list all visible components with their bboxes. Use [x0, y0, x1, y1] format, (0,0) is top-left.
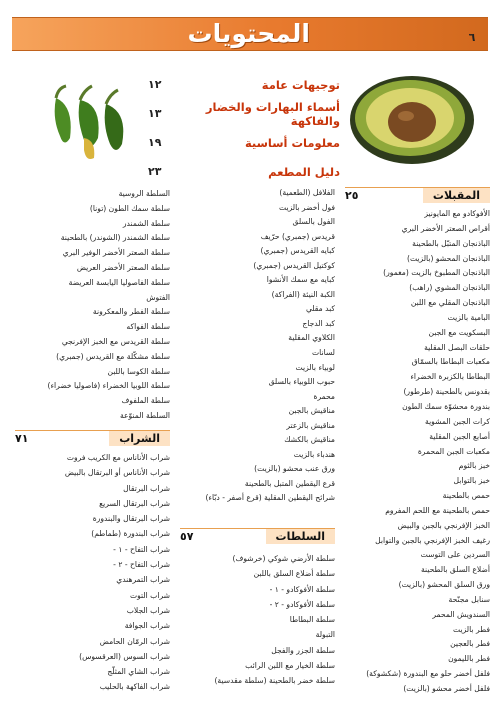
recipe-entry[interactable]: كرات الجبن المشوية [425, 416, 490, 426]
recipe-entry[interactable]: البسكويت مع الجبن [428, 327, 490, 337]
toc-entry[interactable] [150, 70, 340, 99]
avocado-photo [340, 62, 480, 172]
recipe-entry[interactable]: سلطة الكوسا باللبن [107, 366, 170, 376]
recipe-entry[interactable]: سلطة البطاطا [289, 615, 335, 625]
recipe-entry[interactable]: الباذنجان المقلي مع اللبن [410, 298, 490, 308]
main-toc [150, 70, 340, 186]
recipe-entry[interactable]: خبز بالثوم [458, 461, 490, 471]
section-title: السلطات [266, 529, 335, 544]
recipe-entry[interactable]: شرائح اليقطين المقلية (قرع أصفر - دبّاء) [205, 493, 335, 503]
recipe-entry[interactable]: ورق السلق المحشو (بالزيت) [398, 580, 490, 590]
recipe-entry[interactable]: سلطة الشمندر [122, 218, 170, 228]
appetizers-list [345, 207, 490, 697]
recipe-entry[interactable]: الفلافل (الطعمية) [279, 188, 335, 197]
recipe-entry[interactable]: شراب البرتقال والبندورة [92, 514, 170, 524]
recipe-entry[interactable]: شراب البرتقال [123, 483, 170, 493]
recipe-entry[interactable]: شراب البرتقال السريع [99, 498, 170, 508]
toc-entry-page: ١٣ [148, 107, 162, 120]
recipe-entry[interactable]: كوكتيل القريدس (جمبري) [253, 260, 335, 270]
recipe-entry[interactable]: كبايه مع سمك الأنشوا [266, 275, 335, 285]
recipe-entry[interactable]: حمص بالطحينة مع اللحم المفروم [385, 505, 490, 515]
peppers-photo [40, 78, 140, 163]
recipe-entry[interactable]: سنابل مجنّحة [448, 594, 490, 604]
recipe-entry[interactable]: السردين على التوست [420, 550, 490, 560]
recipe-entry[interactable]: فول أخضر بالزيت [279, 202, 335, 212]
recipe-entry[interactable]: فطر بالعجين [450, 639, 490, 649]
recipe-entry[interactable]: فلفل أخضر حلو مع البندورة (شكشوكة) [366, 669, 490, 679]
drinks-header [15, 430, 170, 446]
recipe-entry[interactable]: مناقيش بالكشك [284, 435, 335, 445]
recipe-entry[interactable]: خبز بالتوابل [453, 476, 490, 486]
recipe-entry[interactable]: شراب الرمّان الحامض [99, 636, 170, 646]
recipe-entry[interactable]: سلطة الصعتر الأخضر العريض [76, 262, 170, 272]
page-number: ٦ [468, 31, 476, 44]
recipe-entry[interactable]: أصابع الجبن المقلية [429, 431, 490, 441]
recipe-entry[interactable]: سلطة مشكّلة مع القريدس (جمبري) [56, 351, 170, 361]
recipe-entry[interactable]: سلطة الفاصوليا اليابسة العريضة [68, 277, 170, 287]
section-page: ٧١ [15, 432, 29, 445]
recipe-entry[interactable]: كبايه القريدس (جمبري) [260, 246, 335, 256]
salads-list-continued [15, 187, 170, 424]
toc-entry[interactable] [150, 99, 340, 128]
recipe-entry[interactable]: قريدس (جمبري) حرّيف [260, 231, 335, 241]
drinks-list [15, 450, 170, 695]
recipe-entry[interactable]: سلطة القريدس مع الخبز الإفرنجي [61, 336, 170, 346]
recipe-entry[interactable]: لسانات [312, 348, 335, 358]
recipe-entry[interactable]: كبد مقلي [305, 304, 335, 314]
recipe-entry[interactable]: الكلاوي المقلية [288, 333, 335, 343]
appetizers-header [345, 187, 490, 203]
recipe-entry[interactable]: سلطة الجزر والفجل [271, 645, 335, 655]
recipe-entry[interactable]: سلطة خضر بالطحينة (سلطة مقدسية) [214, 676, 335, 686]
recipe-entry[interactable]: شراب التوت [129, 590, 170, 600]
recipe-entry[interactable]: الكبة النيئة (الفراكة) [271, 289, 335, 299]
recipe-entry[interactable]: الباذنجان المحشو (بالزيت) [407, 253, 490, 263]
recipe-entry[interactable]: سلطة الشمندر (الشوندر) بالطحينة [60, 233, 170, 243]
toc-entry-title: توجيهات عامة [261, 77, 340, 92]
toc-entry-page: ١٩ [148, 136, 162, 149]
recipe-entry[interactable]: شراب السوس (العرقسوس) [79, 651, 170, 661]
recipe-entry[interactable]: سلطة الخيار مع اللبن الرائب [245, 661, 335, 671]
recipe-entry[interactable]: السندويش المحمر [432, 609, 490, 619]
recipe-entry[interactable]: الباذنجان المتبّل بالطحينة [412, 238, 490, 248]
recipe-entry[interactable]: سلطة الصعتر الأخضر الوفير البري [62, 248, 170, 258]
section-title: المقبلات [423, 188, 490, 203]
section-page: ٥٧ [180, 530, 194, 543]
recipe-entry[interactable]: ورق عنب محشو (بالزيت) [254, 464, 335, 474]
recipe-entry[interactable]: السلطة المنوّعة [119, 410, 170, 420]
recipe-entry[interactable]: حبوب اللوبياء بالسلق [268, 377, 335, 387]
recipe-entry[interactable]: الفول بالسلق [292, 217, 335, 227]
recipe-entry[interactable]: سلطة الأفوكادو - ١ - [269, 584, 335, 594]
toc-entry-title: دليل المطعم [268, 164, 340, 179]
recipe-entry[interactable]: الباذنجان المطبوخ بالزيت (مغمور) [383, 268, 490, 278]
toc-entry-page: ١٢ [148, 78, 162, 91]
recipe-entry[interactable]: شراب التمرهندي [116, 575, 170, 585]
recipe-entry[interactable]: هندباء بالزيت [293, 449, 335, 459]
recipe-entry[interactable]: كبد الدجاج [302, 318, 335, 328]
recipe-entry[interactable]: حمص بالطحينة [442, 491, 490, 501]
recipe-entry[interactable]: شراب التفاح - ١ - [113, 544, 170, 554]
recipe-entry[interactable]: التبولة [315, 630, 335, 640]
recipe-entry[interactable]: البامية بالزيت [447, 312, 490, 322]
recipe-entry[interactable]: شراب الجلاب [126, 605, 170, 615]
recipe-entry[interactable]: الفتوش [146, 292, 170, 302]
recipe-entry[interactable]: رغيف الخبز الإفرنجي بالجبن والتوابل [375, 535, 490, 545]
toc-entry[interactable] [150, 157, 340, 186]
recipe-entry[interactable]: سلطة الأفوكادو - ٢ - [269, 599, 335, 609]
section-title: الشراب [109, 431, 170, 446]
recipe-entry[interactable]: الباذنجان المشوي (راهب) [409, 283, 490, 293]
recipe-entry[interactable]: شراب التفاح - ٢ - [113, 560, 170, 570]
recipe-entry[interactable]: حلقات البصل المقلية [424, 342, 490, 352]
recipe-entry[interactable]: الأفوكادو مع المايونيز [424, 209, 490, 218]
toc-entry-title: أسماء البهارات والخضار والفاكهة [205, 99, 340, 128]
recipe-entry[interactable]: سلطة اللوبيا الخضراء (فاصوليا خضراء) [47, 381, 170, 391]
page-title: المحتويات [187, 19, 310, 48]
recipe-entry[interactable]: السلطة الروسية [118, 189, 170, 198]
recipe-entry[interactable]: شراب الجوافة [124, 621, 170, 631]
recipe-entry[interactable]: بقدونس بالطحينة (طرطور) [403, 387, 490, 397]
recipe-entry[interactable]: شراب الأناناس مع الكريب فروت [66, 453, 170, 462]
recipe-entry[interactable]: فطر بالليمون [448, 654, 490, 664]
recipe-entry[interactable]: شراب البندورة (طماطم) [91, 529, 170, 539]
recipe-entry[interactable]: بندورة محشوّة سمك الطون [402, 401, 490, 411]
recipe-entry[interactable]: الخبز الإفرنجي بالجبن والبيض [397, 520, 490, 530]
recipe-entry[interactable]: البطاطا بالكزبرة الخضراء [410, 372, 490, 382]
toc-entry[interactable] [150, 128, 340, 157]
recipe-entry[interactable]: لوبياء بالزيت [295, 362, 335, 372]
recipe-entry[interactable]: مكعبات الجبن المحمرة [417, 446, 490, 456]
recipe-entry[interactable]: مناقيش بالزعتر [286, 420, 335, 430]
recipe-entry[interactable]: أضلاع السلق بالطحينة [420, 565, 490, 575]
recipe-entry[interactable]: قرع اليقطين المتبل بالطحينة [244, 478, 335, 488]
recipe-entry[interactable]: محمرة [313, 391, 335, 401]
recipe-entry[interactable]: سلطة الأرضي شوكي (خرشوف) [232, 554, 335, 563]
section-page: ٢٥ [345, 189, 359, 202]
middle-list [180, 186, 335, 506]
salads-list [180, 551, 335, 689]
recipe-entry[interactable]: سلطة سمك الطون (تونا) [89, 203, 170, 213]
recipe-entry[interactable]: فلفل أخضر محشو (بالزيت) [403, 684, 490, 693]
recipe-entry[interactable]: شراب الأناناس أو البرتقال بالبيض [64, 468, 170, 478]
recipe-entry[interactable]: شراب الفاكهة بالحليب [99, 682, 170, 692]
toc-entry-page: ٢٣ [148, 165, 162, 178]
recipe-entry[interactable]: شراب الشاي المثلّج [107, 667, 170, 677]
recipe-entry[interactable]: مناقيش بالجبن [288, 406, 335, 416]
recipe-entry[interactable]: سلطة الفطر والمعكرونة [92, 307, 170, 317]
salads-header [180, 528, 335, 544]
recipe-entry[interactable]: مكعبات البطاطا بالسمّاق [411, 357, 490, 367]
recipe-entry[interactable]: سلطة الملفوف [121, 396, 170, 406]
recipe-entry[interactable]: سلطة أضلاع السلق باللبن [253, 569, 335, 579]
toc-entry-title: معلومات أساسية [244, 135, 340, 150]
recipe-entry[interactable]: فطر بالزيت [453, 624, 490, 634]
recipe-entry[interactable]: سلطة الفواكه [126, 322, 170, 332]
title-banner [12, 17, 488, 51]
recipe-entry[interactable]: أقراص الصعتر الأخضر البري [401, 223, 490, 233]
